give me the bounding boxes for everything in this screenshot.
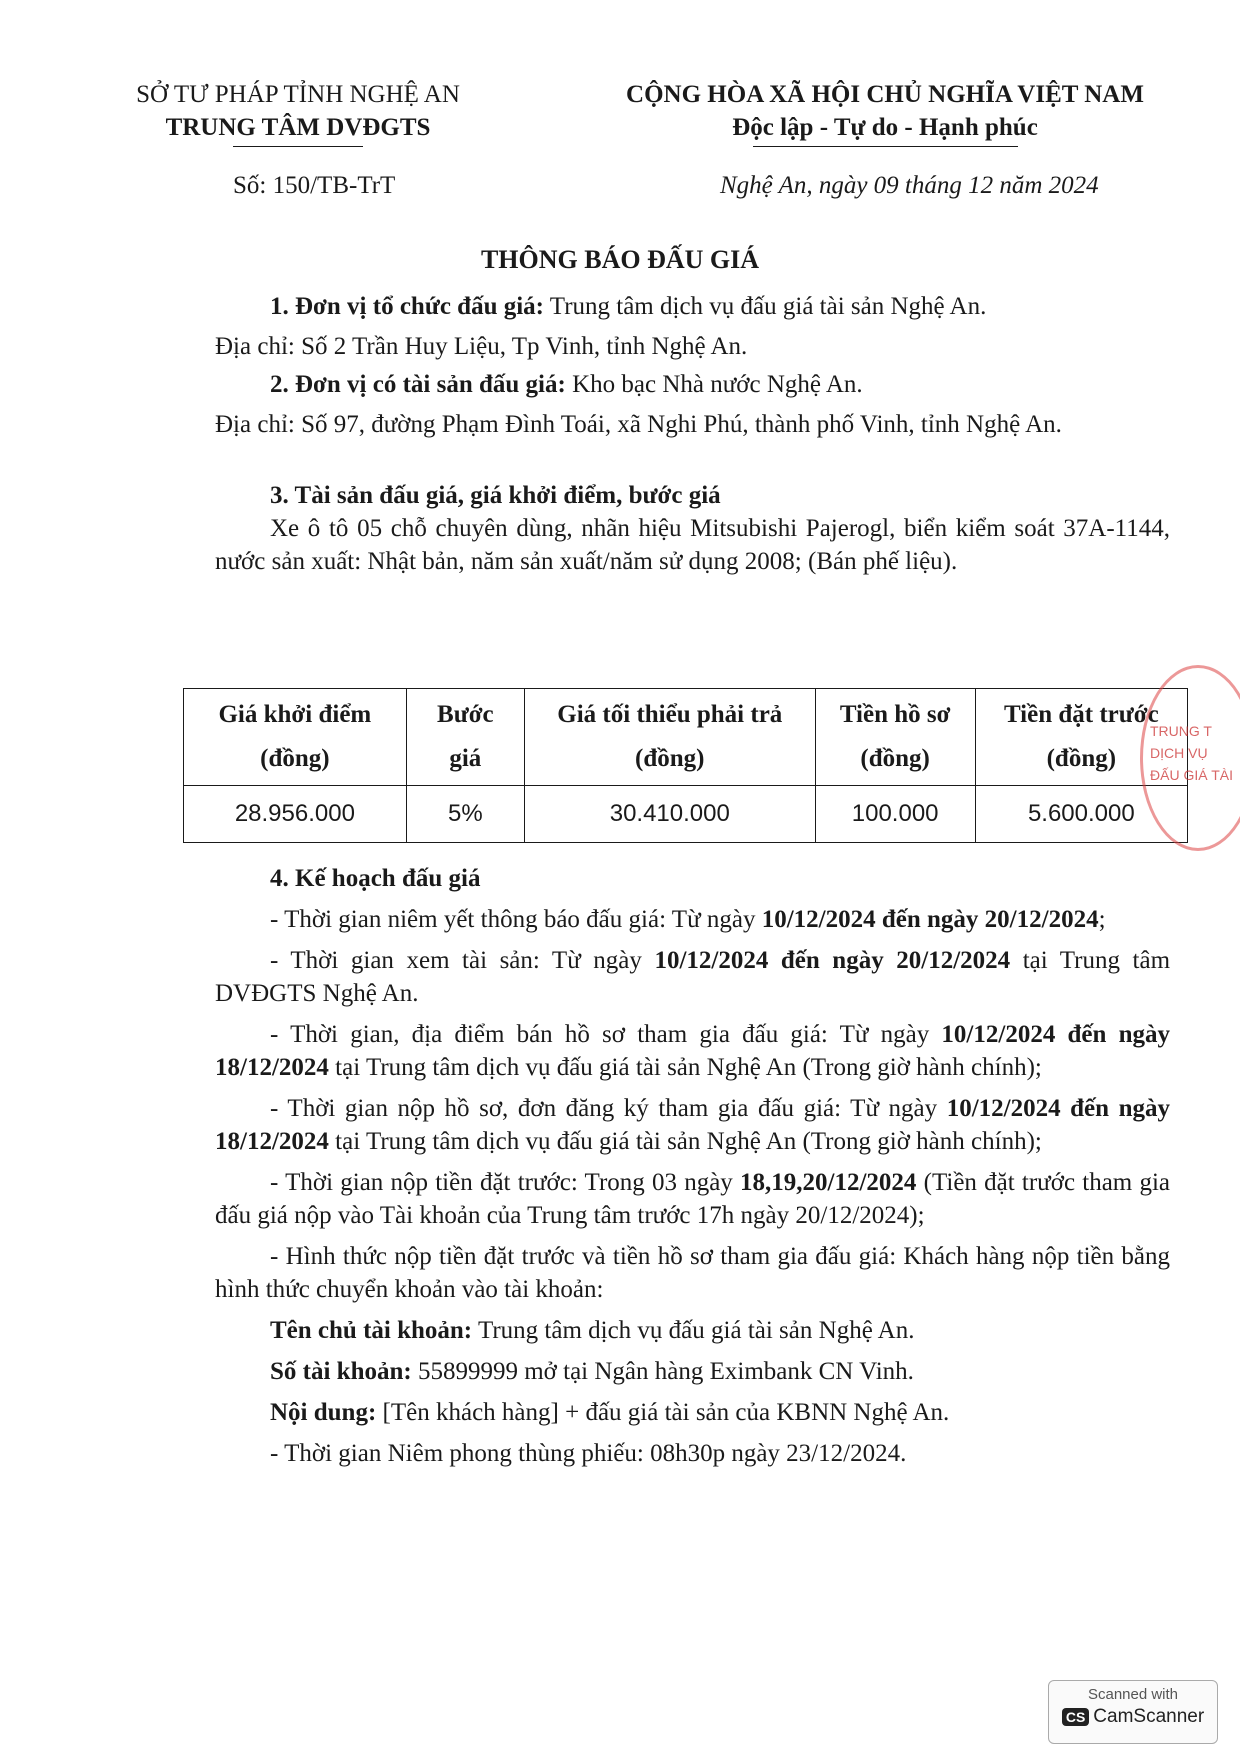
camscanner-logo-icon: CS	[1062, 1708, 1089, 1726]
issue-date: Nghệ An, ngày 09 tháng 12 năm 2024	[720, 172, 1099, 199]
header-bid-step: Bước giá	[406, 689, 524, 786]
owner-label: 2. Đơn vị có tài sản đấu giá:	[270, 371, 566, 398]
plan-heading: 4. Kế hoạch đấu giá	[270, 865, 481, 892]
document-number: Số: 150/TB-TrT	[233, 172, 396, 199]
header-starting-price: Giá khởi điểm (đồng)	[184, 689, 407, 786]
camscanner-watermark: Scanned with CS CamScanner	[1048, 1680, 1218, 1744]
header-dossier-fee: Tiền hồ sơ (đồng)	[815, 689, 975, 786]
auction-price-table	[183, 688, 1188, 843]
account-number-line: Số tài khoản: 55899999 mở tại Ngân hàng Eximbank CN Vinh.	[270, 1358, 914, 1385]
ballot-sealing-time: - Thời gian Niêm phong thùng phiếu: 08h30p ngày 23/12/2024.	[270, 1440, 907, 1467]
owner-line	[215, 368, 1170, 401]
plan-item-registration: - Thời gian nộp hồ sơ, đơn đăng ký tham gia đấu giá: Từ ngày 10/12/2024 đến ngày 18/12/2024 tại Trung tâm dịch vụ đấu giá tài sản Nghệ An (Trong giờ hành chính);	[215, 1095, 1171, 1155]
organizer-line	[215, 290, 1170, 323]
header-deposit: Tiền đặt trước (đồng)	[975, 689, 1187, 786]
country-name: CỘNG HÒA XÃ HỘI CHỦ NGHĨA VIỆT NAM	[626, 81, 1144, 108]
cell-bid-step: 5%	[406, 786, 524, 843]
cell-minimum-price: 30.410.000	[524, 786, 815, 843]
asset-heading: 3. Tài sản đấu giá, giá khởi điểm, bước giá	[270, 482, 721, 509]
account-name-line: Tên chủ tài khoản: Trung tâm dịch vụ đấu giá tài sản Nghệ An.	[270, 1317, 915, 1344]
owner-value: Kho bạc Nhà nước Nghệ An.	[565, 371, 863, 398]
cell-dossier-fee: 100.000	[815, 786, 975, 843]
document-title: THÔNG BÁO ĐẤU GIÁ	[480, 245, 760, 274]
plan-item-deposit: - Thời gian nộp tiền đặt trước: Trong 03 ngày 18,19,20/12/2024 (Tiền đặt trước tham gia đấu giá nộp vào Tài khoản của Trung tâm trước 17h ngày 20/12/2024);	[215, 1169, 1171, 1229]
plan-item-dossier-sale: - Thời gian, địa điểm bán hồ sơ tham gia đấu giá: Từ ngày 10/12/2024 đến ngày 18/12/2024 tại Trung tâm dịch vụ đấu giá tài sản Nghệ An (Trong giờ hành chính);	[215, 1021, 1170, 1081]
header-minimum-price: Giá tối thiểu phải trả (đồng)	[524, 689, 815, 786]
header-underline	[233, 146, 363, 147]
issuing-authority	[128, 78, 468, 147]
section-2	[215, 368, 1170, 441]
table-header-row	[184, 689, 1188, 786]
table-row	[184, 786, 1188, 843]
organizer-value: Trung tâm dịch vụ đấu giá tài sản Nghệ An.	[544, 293, 987, 320]
asset-description: Xe ô tô 05 chỗ chuyên dùng, nhãn hiệu Mitsubishi Pajerogl, biển kiểm soát 37A-1144, nước sản xuất: Nhật bản, năm sản xuất/năm sử dụng 2008; (Bán phế liệu).	[215, 515, 1170, 575]
organizer-address: Địa chỉ: Số 2 Trần Huy Liệu, Tp Vinh, tỉnh Nghệ An.	[215, 333, 748, 360]
national-heading	[585, 78, 1185, 147]
plan-item-listing: - Thời gian niêm yết thông báo đấu giá: Từ ngày 10/12/2024 đến ngày 20/12/2024;	[270, 906, 1106, 933]
issuing-center: TRUNG TÂM DVĐGTS	[165, 114, 431, 141]
national-motto: Độc lập - Tự do - Hạnh phúc	[732, 114, 1038, 141]
organizer-label: 1. Đơn vị tổ chức đấu giá:	[270, 293, 544, 320]
section-1	[215, 290, 1170, 363]
parent-department: SỞ TƯ PHÁP TỈNH NGHỆ AN	[136, 81, 460, 108]
section-3	[215, 479, 1170, 512]
section-4	[215, 862, 1170, 1470]
cell-deposit: 5.600.000	[975, 786, 1187, 843]
asset-description-block	[215, 512, 1170, 578]
plan-item-viewing: - Thời gian xem tài sản: Từ ngày 10/12/2024 đến ngày 20/12/2024 tại Trung tâm DVĐGTS Nghệ An.	[215, 947, 1171, 1007]
owner-address: Địa chỉ: Số 97, đường Phạm Đình Toái, xã Nghi Phú, thành phố Vinh, tỉnh Nghệ An.	[215, 411, 1062, 438]
cell-starting-price: 28.956.000	[184, 786, 407, 843]
motto-underline	[753, 146, 1018, 147]
transfer-content-line: Nội dung: [Tên khách hàng] + đấu giá tài sản của KBNN Nghệ An.	[270, 1399, 950, 1426]
stamp-lettering: TRUNG T DỊCH VỤ ĐẤU GIÁ TÀI	[1150, 723, 1233, 783]
plan-item-payment-method: - Hình thức nộp tiền đặt trước và tiền hồ sơ tham gia đấu giá: Khách hàng nộp tiền bằng hình thức chuyển khoản vào tài khoản:	[215, 1243, 1170, 1303]
